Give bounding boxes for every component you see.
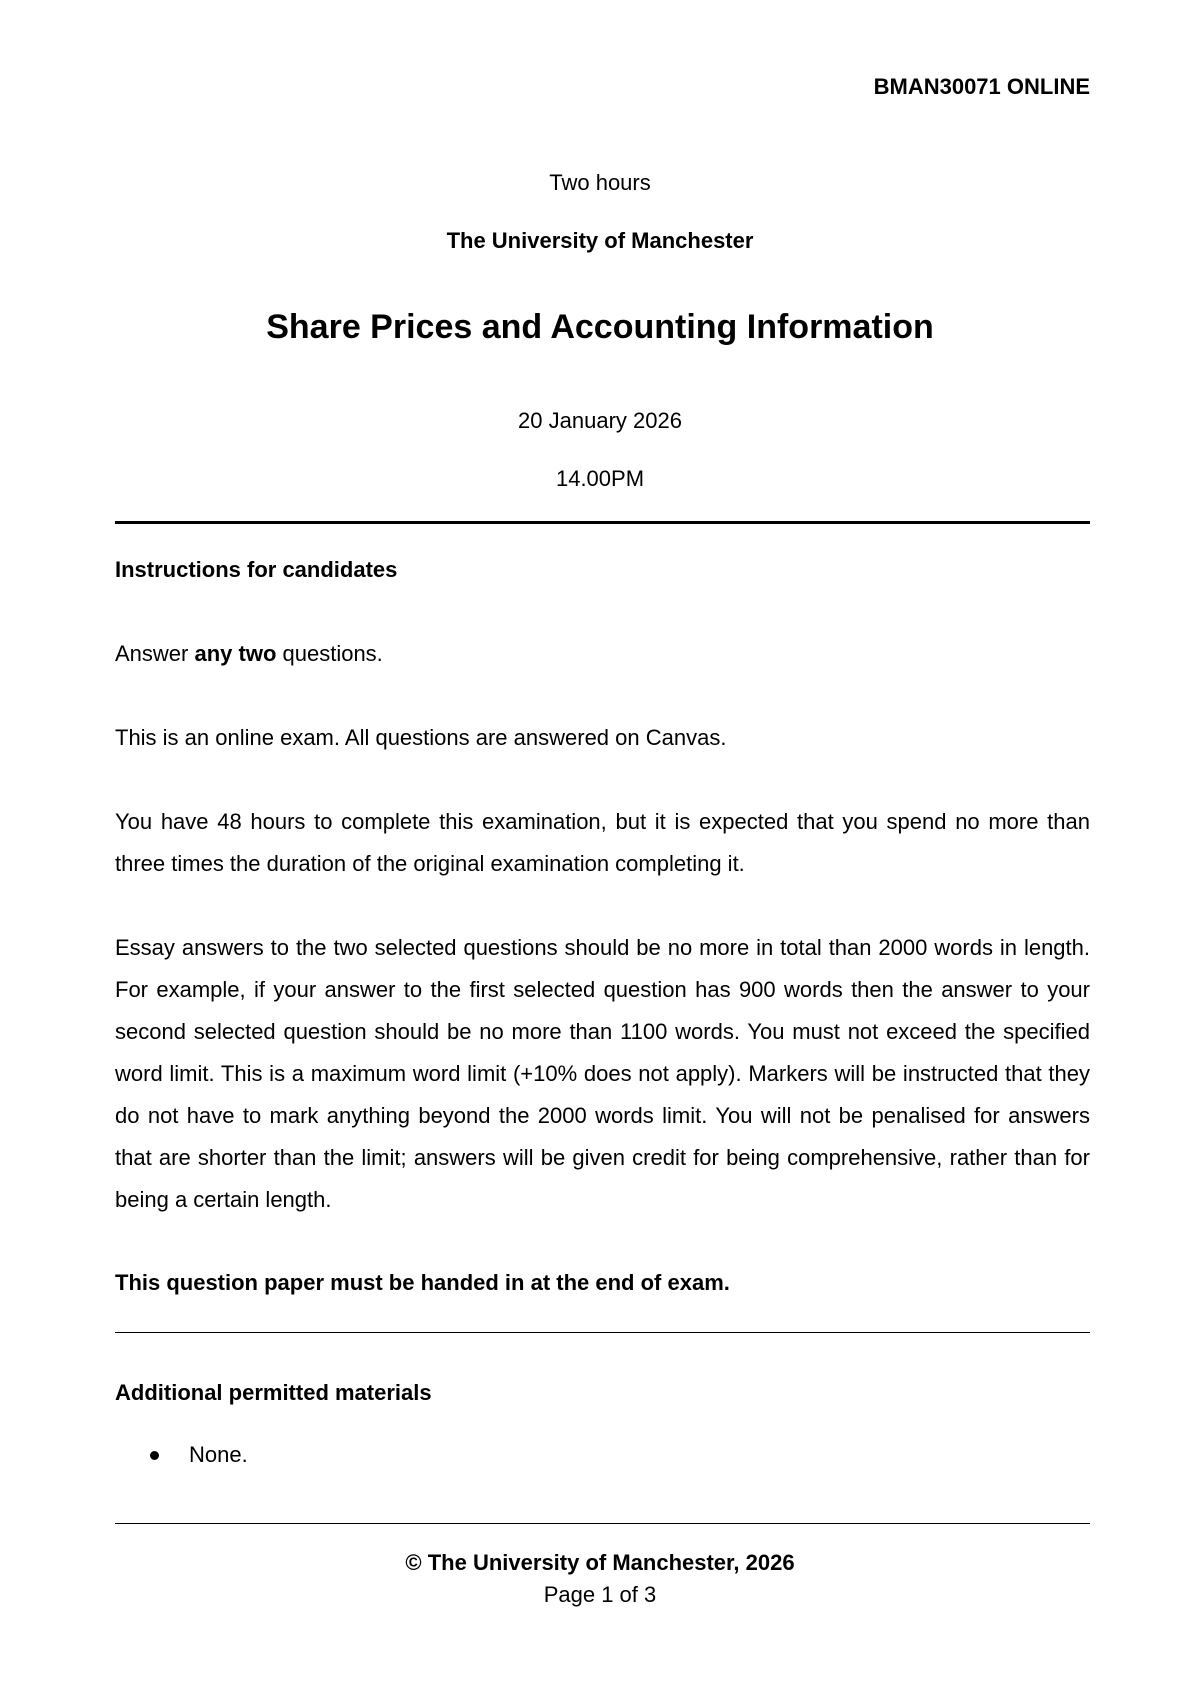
hand-in-note: This question paper must be handed in at the end of exam. [115,1270,730,1295]
page-number: Page 1 of 3 [543,1582,657,1607]
section-divider [115,1332,1090,1333]
exam-title: Share Prices and Accounting Information [266,308,934,346]
exam-date: 20 January 2026 [518,408,682,433]
answer-suffix: questions. [276,641,383,666]
materials-item-text: None. [189,1442,248,1467]
materials-list-item [150,1434,248,1476]
word-limit-note: Essay answers to the two selected questions should be no more in total than 2000 words in length. For example, if your answer to the first selected question has 900 words then the answer to your second selected question should be no more than 1100 words. You must not exceed the specified word limit. This is a maximum word limit (+10% does not apply). Markers will be instructed that they do not have to mark anything beyond the 2000 words limit. You will not be penalised for answers that are shorter than the limit; answers will be given credit for being comprehensive, rather than for being a certain length. [115,935,1090,1212]
bullet-icon [150,1451,159,1460]
answer-count: any two [194,641,277,666]
course-code: BMAN30071 ONLINE [873,74,1090,99]
time-note: You have 48 hours to complete this examination, but it is expected that you spend no more than three times the duration of the original examination completing it. [115,809,1090,876]
instructions-heading: Instructions for candidates [115,557,398,582]
university-name: The University of Manchester [446,228,754,253]
footer-divider [115,1523,1090,1524]
answer-instruction [115,633,1090,675]
materials-heading: Additional permitted materials [115,1380,432,1405]
copyright-notice: © The University of Manchester, 2026 [405,1550,795,1575]
answer-prefix: Answer [115,641,195,666]
exam-time: 14.00PM [555,466,645,491]
exam-duration: Two hours [549,170,651,195]
online-note: This is an online exam. All questions are answered on Canvas. [115,725,727,750]
header-divider [115,521,1090,524]
